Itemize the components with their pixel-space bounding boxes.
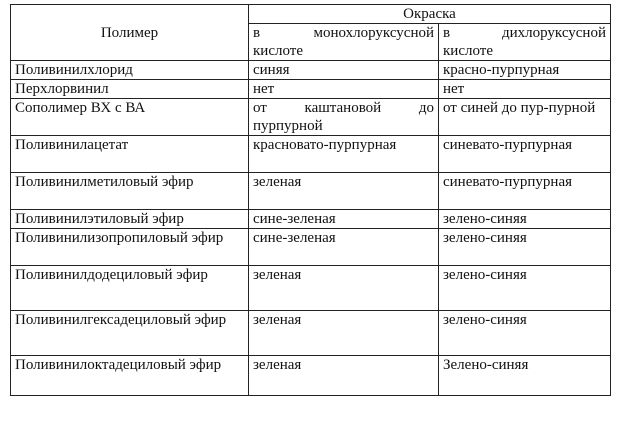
polymer-cell: Сополимер ВХ с ВА [11,99,249,136]
mono-color-cell: от каштановой до пурпурной [249,99,439,136]
di-color-cell: синевато-пурпурная [439,136,611,173]
di-color-cell: зелено-синяя [439,311,611,356]
di-color-cell: зелено-синяя [439,266,611,311]
table-row [11,311,611,356]
table-row [11,61,611,80]
polymer-cell: Поливинилацетат [11,136,249,173]
di-color-cell: Зелено-синяя [439,356,611,396]
table-row [11,356,611,396]
polymer-cell: Поливинилизопропиловый эфир [11,229,249,266]
table-row [11,99,611,136]
polymer-cell: Поливинилдодециловый эфир [11,266,249,311]
mono-color-cell: нет [249,80,439,99]
mono-color-cell: зеленая [249,266,439,311]
header-di-acid: в дихлоруксусной кислоте [439,24,611,61]
header-mono-acid: в монохлоруксусной кислоте [249,24,439,61]
polymer-cell: Поливинилхлорид [11,61,249,80]
header-polymer: Полимер [11,5,249,61]
di-color-cell: от синей до пур-пурной [439,99,611,136]
di-color-cell: синевато-пурпурная [439,173,611,210]
polymer-cell: Поливинилгексадециловый эфир [11,311,249,356]
polymer-color-table [10,4,611,396]
table-row [11,266,611,311]
polymer-cell: Поливинилметиловый эфир [11,173,249,210]
mono-color-cell: зеленая [249,356,439,396]
mono-color-cell: зеленая [249,311,439,356]
mono-color-cell: сине-зеленая [249,229,439,266]
polymer-cell: Поливинилэтиловый эфир [11,210,249,229]
polymer-cell: Перхлорвинил [11,80,249,99]
table-row [11,229,611,266]
mono-color-cell: красновато-пурпурная [249,136,439,173]
mono-color-cell: синяя [249,61,439,80]
header-color: Окраска [249,5,611,24]
table-row [11,136,611,173]
di-color-cell: красно-пурпурная [439,61,611,80]
polymer-cell: Поливинилоктадециловый эфир [11,356,249,396]
mono-color-cell: зеленая [249,173,439,210]
di-color-cell: нет [439,80,611,99]
table-row [11,173,611,210]
di-color-cell: зелено-синяя [439,229,611,266]
di-color-cell: зелено-синяя [439,210,611,229]
table-row [11,80,611,99]
mono-color-cell: сине-зеленая [249,210,439,229]
table-row [11,210,611,229]
